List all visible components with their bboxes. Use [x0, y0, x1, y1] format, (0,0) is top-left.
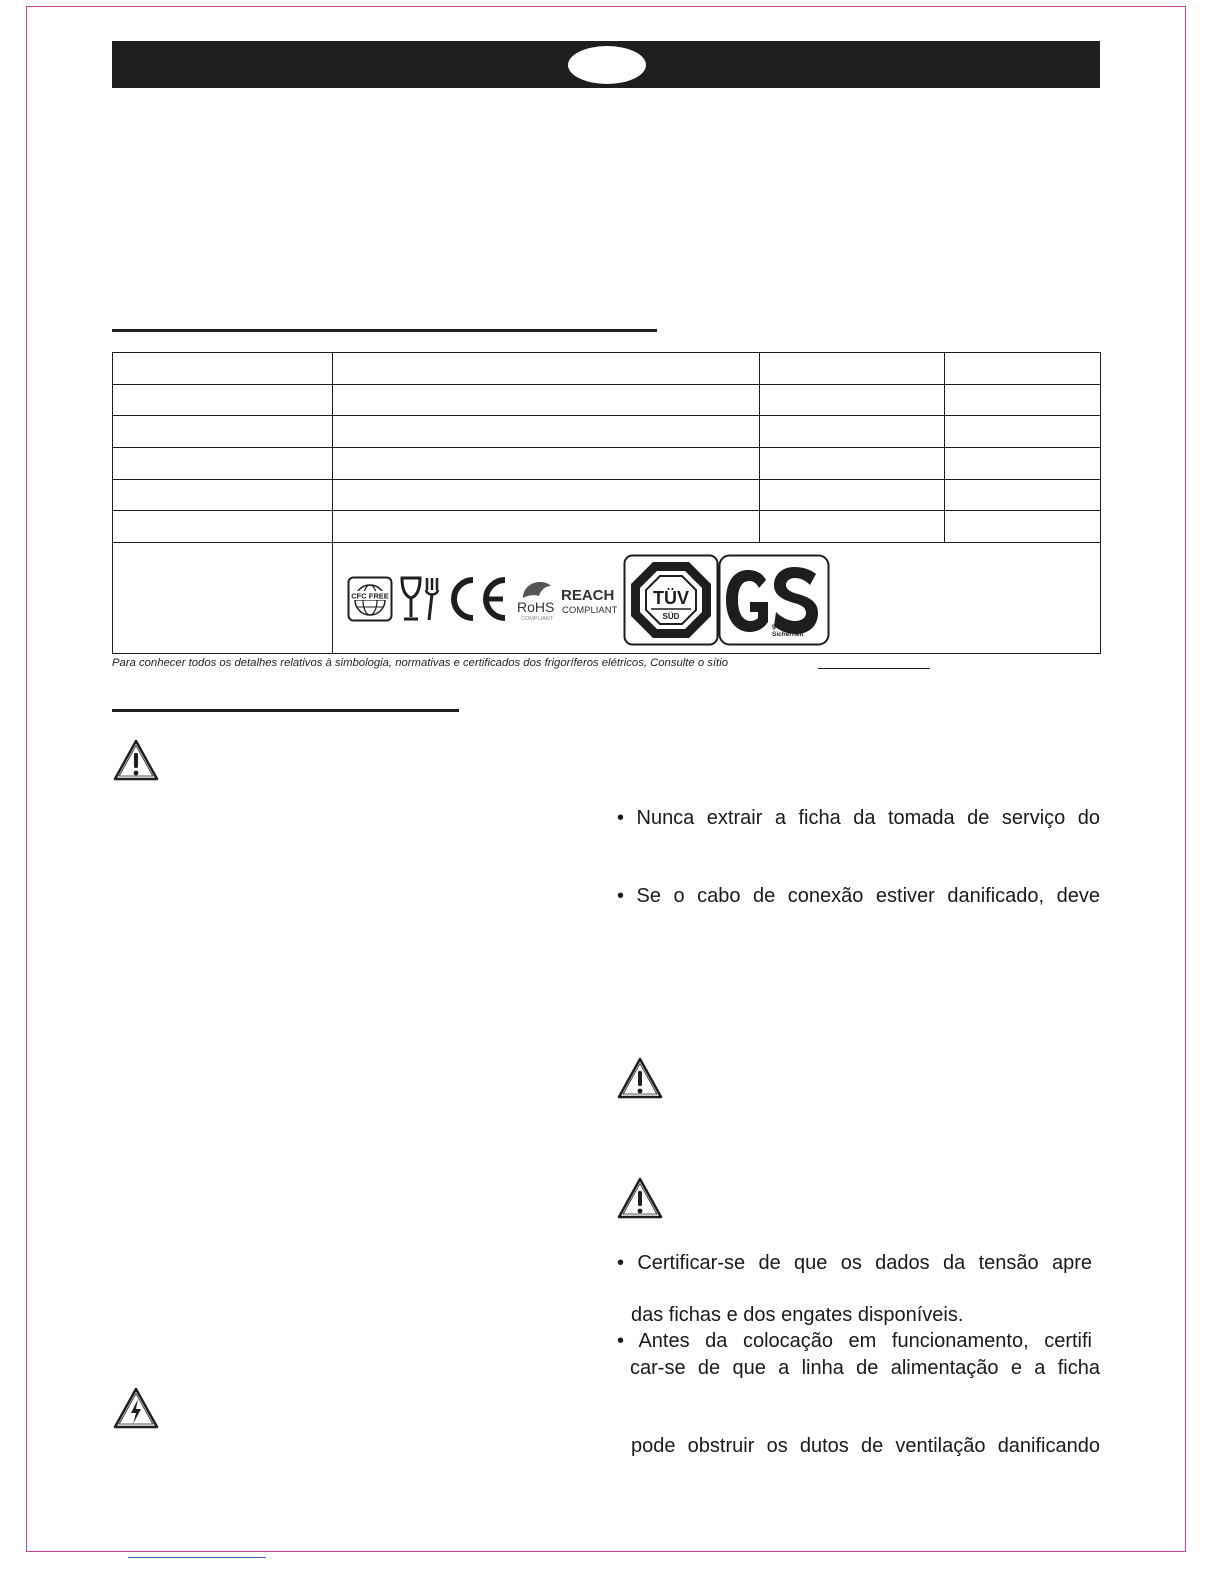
- footnote-url-blank: [818, 668, 930, 669]
- electric-hazard-icon: [112, 1386, 160, 1430]
- table-row: [113, 384, 1101, 416]
- table-row: [113, 479, 1101, 511]
- tuv-sud-icon: [623, 554, 719, 646]
- gs-mark-icon: [718, 554, 830, 646]
- svg-text:COMPLIANT: COMPLIANT: [562, 604, 618, 616]
- spec-table: [112, 352, 1101, 654]
- safety-text-cable: • Se o cabo de conexão estiver danificado, deve: [617, 885, 1100, 907]
- reach-icon: [559, 586, 625, 616]
- ce-mark-icon: [447, 576, 511, 622]
- section-rule-technical-data: [112, 329, 657, 332]
- certification-logos: [333, 543, 1101, 654]
- language-badge: [568, 46, 646, 84]
- cfc-free-icon: [347, 576, 393, 622]
- table-row: [113, 448, 1101, 480]
- svg-text:Sicherheit: Sicherheit: [772, 630, 804, 638]
- svg-text:REACH: REACH: [561, 586, 615, 604]
- food-safe-icon: [399, 574, 443, 624]
- section-rule-safety: [112, 709, 459, 712]
- page-border: [26, 6, 1186, 1552]
- table-row: [113, 416, 1101, 448]
- svg-text:SÜD: SÜD: [662, 611, 680, 621]
- safety-text-before-use-1: • Antes da colocação em funcionamento, certifi: [617, 1330, 1092, 1352]
- svg-text:RoHS: RoHS: [517, 598, 555, 615]
- svg-text:CFC FREE: CFC FREE: [351, 591, 389, 601]
- table-row: [113, 511, 1101, 543]
- table-row: [113, 353, 1101, 385]
- svg-text:COMPLIANT: COMPLIANT: [521, 615, 554, 622]
- safety-text-plug: • Nunca extrair a ficha da tomada de serviço do: [617, 807, 1100, 829]
- svg-text:TÜV: TÜV: [653, 587, 689, 608]
- footnote: Para conhecer todos os detalhes relativos à simbologia, normativas e certificados dos frigoríferos elétricos, Consulte o sítio: [112, 657, 728, 669]
- safety-text-before-use-2: car-se de que a linha de alimentação e a ficha: [630, 1357, 1100, 1379]
- svg-text:geprüfte: geprüfte: [772, 622, 798, 630]
- rohs-icon: [515, 576, 563, 622]
- safety-text-plugs: das fichas e dos engates disponíveis.: [631, 1304, 964, 1326]
- warning-triangle-icon: [616, 1176, 664, 1220]
- safety-text-voltage: • Certificar-se de que os dados da tensão apre: [617, 1252, 1092, 1274]
- warning-triangle-icon: [616, 1056, 664, 1100]
- safety-text-ventilation: pode obstruir os dutos de ventilação danificando: [631, 1435, 1100, 1457]
- bottom-link-underline: [128, 1557, 266, 1558]
- warning-triangle-icon: [112, 738, 160, 782]
- certification-row: [113, 543, 1101, 654]
